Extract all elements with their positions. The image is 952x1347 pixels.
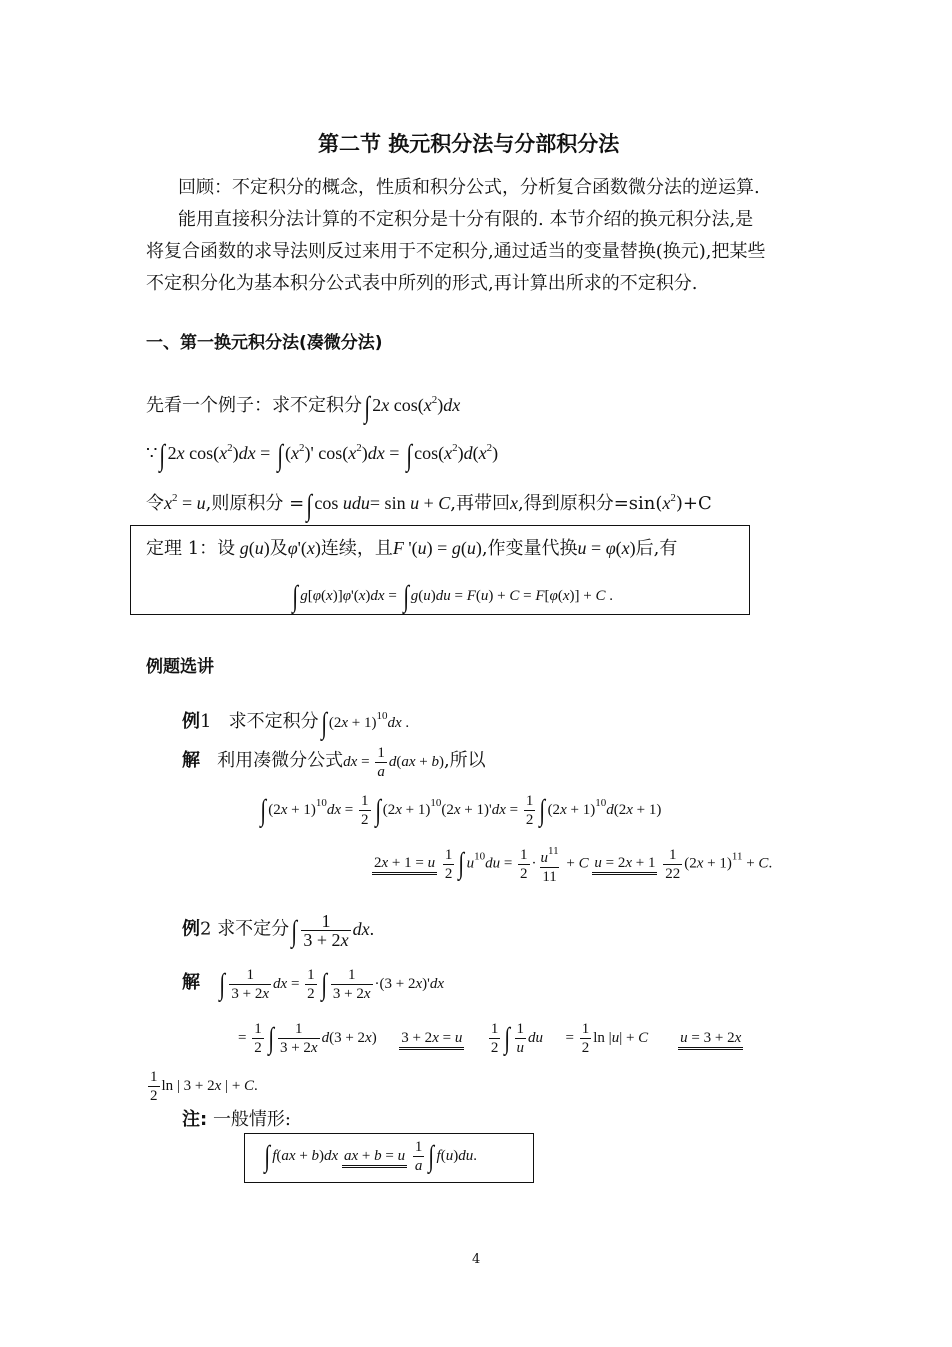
because-symbol: ∵ — [146, 443, 158, 463]
let-text-3: ,得到原积分=sin( — [517, 493, 663, 514]
theorem-continuous: 连续，且 — [320, 538, 393, 559]
intro-paragraph-line-1: 能用直接积分法计算的不定积分是十分有限的. 本节介绍的换元积分法,是 — [178, 209, 754, 230]
examples-heading: 例题选讲 — [146, 657, 214, 677]
example-intro-formula: ∫ 2x $\cos(x^2)dx$ — [364, 391, 461, 424]
let-text-2: ,再带回 — [450, 493, 510, 514]
let-text-4: )+C — [675, 493, 712, 514]
theorem-after: 后,有 — [635, 538, 678, 559]
example-intro-text: 先看一个例子：求不定积分 — [146, 395, 362, 416]
example-2-result: $\frac{1}{2}$ ln | 3 + 2x | + C. — [150, 1069, 258, 1104]
page-title: 第二节 换元积分法与分部积分法 — [318, 132, 620, 156]
example-2-number: 2 — [200, 918, 212, 940]
example-1-prompt: 例1 求不定积分∫ $(2x + 1)^{10}dx$ . — [182, 707, 410, 740]
note-line — [182, 1104, 291, 1136]
theorem-line-1: 定理 1：设 g(u)及φ'(x)连续，且F '(u) = g(u),作变量代换u = φ(x)后,有 — [146, 538, 678, 559]
example-1-solution-label: 解 — [182, 749, 200, 771]
let-line: 令$x^2 = u$,则原积分 =∫ cos udu= sin u + C,再带回x,得到原积分$=\sin(x^2)+C$ — [146, 489, 712, 522]
example-2-derivation: = $\frac{1}{2}$ ∫ $\frac{1}{3 + 2x}$ d(3 + 2x) 3 + 2x = u $\frac{1}{2}$ ∫ $\frac{1}{u}$ du = $\frac{1}{2}$ ln |u| + C u = 3 + 2x — [238, 1021, 742, 1056]
example-1-text: 求不定积分 — [228, 711, 319, 732]
intro-paragraph-line-2: 将复合函数的求导法则反过来用于不定积分,通过适当的变量替换(换元),把某些 — [146, 241, 766, 262]
note-label: 注: — [182, 1109, 208, 1130]
example-2-label: 例 — [182, 918, 200, 940]
theorem-label: 定理 1：设 — [146, 538, 236, 559]
let-text-1: ,则原积分 = — [205, 493, 305, 514]
example-2-text: 求不定分 — [217, 918, 290, 940]
example-1-solution-text: 利用凑微分公式 — [217, 749, 344, 771]
theorem-substitution: ,作变量代换 — [481, 538, 578, 559]
let-prefix: 令 — [146, 493, 164, 514]
page-number: 4 — [472, 1252, 481, 1267]
section-heading-1: 一、第一换元积分法(凑微分法) — [146, 333, 383, 353]
theorem-formula: ∫ g[φ(x)]φ'(x)dx = ∫ g(u)du = F(u) + C = F[φ(x)] + C . — [292, 580, 613, 613]
example-1-solution-text-2: ,所以 — [443, 749, 486, 771]
example-intro-line — [146, 384, 460, 424]
example-1-derivation-1: ∫ $(2x + 1)^{10}dx$ = $\frac{1}{2}$ ∫ $(2x + 1)^{10}(2x + 1)'dx$ = $\frac{1}{2}$ ∫ $(2x + 1)^{10}d(2x + 1)$ — [260, 793, 662, 828]
example-2-prompt: 例2 求不定分∫ $\frac{1}{3 + 2x}$ dx. — [182, 911, 375, 950]
note-formula: ∫ f(ax + b)dx ax + b = u $\frac{1}{a}$ ∫ f(u)du. — [264, 1139, 477, 1174]
example-1-solution-line: 解 利用凑微分公式dx = $\frac{1}{a}$ d(ax + b),所以 — [182, 745, 486, 780]
theorem-and: 及 — [269, 538, 288, 559]
example-1-label: 例 — [182, 711, 200, 732]
example-2-solution-line: 解 ∫ $\frac{1}{3 + 2x}$ dx = $\frac{1}{2}$ ∫ $\frac{1}{3 + 2x}$ ·(3 + 2x)'dx — [182, 967, 445, 1002]
example-1-derivation-2: 2x + 1 = u $\frac{1}{2}$ ∫ $u^{10}du$ = $\frac{1}{2}$ · $\frac{u^{11}}{11}$ + C u = 2x + 1 $\frac{1}{22}$ $(2x + 1)^{11} + C$. — [374, 845, 773, 885]
example-1-number: 1 — [200, 711, 212, 732]
intro-paragraph-line-3: 不定积分化为基本积分公式表中所列的形式,再计算出所求的不定积分. — [146, 273, 698, 294]
example-2-solution-label: 解 — [182, 971, 200, 993]
because-line: ∵∫ 2x $\cos(x^2)dx$ = ∫ $(x^2)'$ $\cos(x^2)dx$ = ∫ $\cos(x^2)d(x^2)$ — [146, 439, 499, 472]
note-text: 一般情形: — [212, 1109, 292, 1130]
review-line: 回顾：不定积分的概念，性质和积分公式，分析复合函数微分法的逆运算. — [178, 177, 760, 198]
